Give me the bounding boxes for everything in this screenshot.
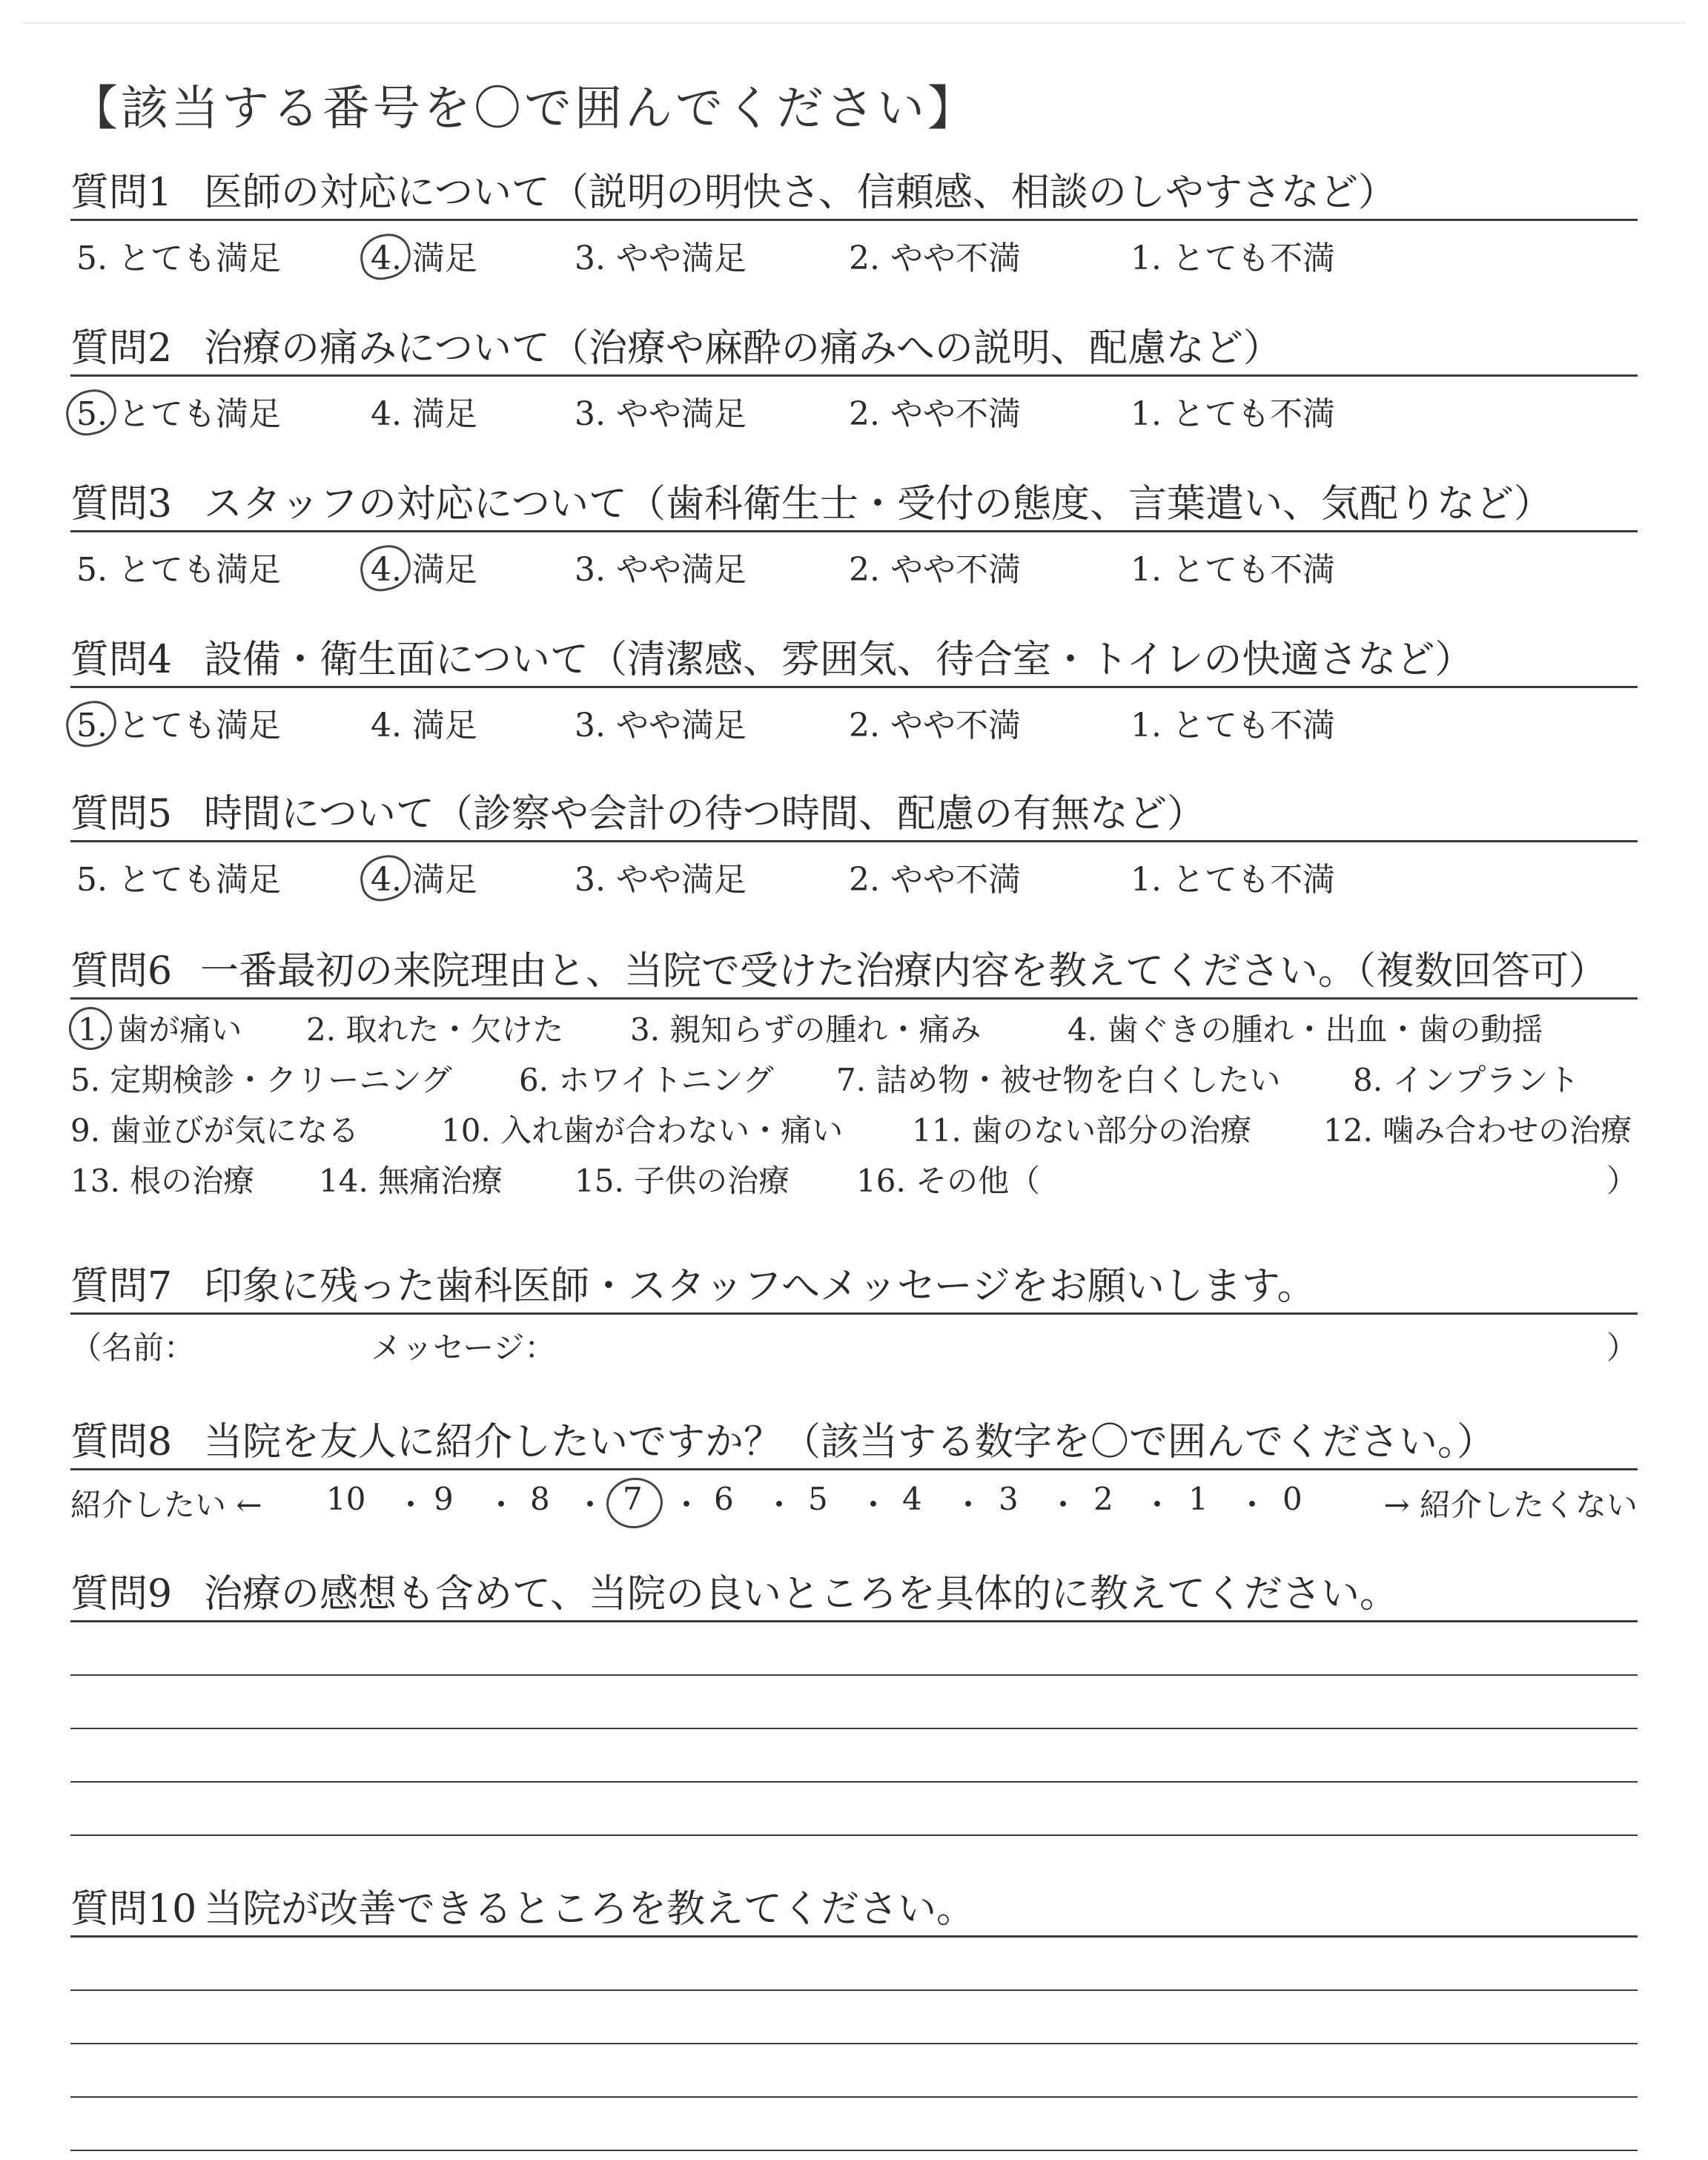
- question-text: 時間について（診察や会計の待つ時間、配慮の有無など）: [204, 792, 1205, 836]
- question-title: [70, 1883, 1638, 1938]
- scale-number[interactable]: 6: [714, 1481, 734, 1517]
- question-4: [70, 634, 1638, 744]
- reason-item[interactable]: 12. 噛み合わせの治療: [1323, 1112, 1632, 1149]
- question-label: 質問1: [70, 171, 173, 215]
- option-1[interactable]: 1. とても不満: [1131, 551, 1335, 589]
- separator: ・: [858, 1487, 890, 1523]
- separator: ・: [486, 1487, 517, 1523]
- question-text: 一番最初の来院理由と、当院で受けた治療内容を教えてください。（複数回答可）: [200, 949, 1608, 994]
- question-label: 質問8: [70, 1420, 173, 1464]
- question-text: 当院を友人に紹介したいですか？（該当する数字を〇で囲んでください。）: [204, 1420, 1496, 1464]
- question-text: 医師の対応について（説明の明快さ、信頼感、相談のしやすさなど）: [204, 171, 1397, 215]
- separator: ・: [395, 1487, 427, 1523]
- option-1[interactable]: 1. とても不満: [1131, 240, 1335, 277]
- option-3[interactable]: 3. やや満足: [575, 707, 747, 744]
- scale-number[interactable]: 4: [902, 1481, 922, 1517]
- scale-number[interactable]: 2: [1093, 1481, 1113, 1517]
- question-2: [70, 323, 1638, 433]
- question-label: 質問9: [70, 1572, 173, 1616]
- question-title: [70, 323, 1638, 377]
- question-text: 治療の痛みについて（治療や麻酔の痛みへの説明、配慮など）: [204, 326, 1282, 371]
- reason-item[interactable]: 3. 親知らずの腫れ・痛み: [630, 1011, 982, 1048]
- reason-item[interactable]: 4. 歯ぐきの腫れ・出血・歯の動揺: [1068, 1011, 1543, 1048]
- recommend-scale: [70, 1470, 1638, 1522]
- scale-number[interactable]: 9: [434, 1481, 454, 1517]
- name-label: （名前：: [70, 1330, 196, 1366]
- option-3[interactable]: 3. やや満足: [575, 240, 747, 277]
- recommend-right-label: → 紹介したくない: [1383, 1487, 1638, 1523]
- reason-row-4: [70, 1151, 1638, 1201]
- answer-line[interactable]: [70, 1991, 1638, 2044]
- reason-item[interactable]: 5. 定期検診・クリーニング: [70, 1062, 452, 1098]
- rating-options: [70, 688, 1638, 744]
- option-2[interactable]: 2. やや不満: [849, 395, 1021, 433]
- reason-item[interactable]: 6. ホワイトニング: [519, 1062, 774, 1098]
- reason-item[interactable]: 11. 歯のない部分の治療: [912, 1112, 1252, 1149]
- reason-item[interactable]: 7. 詰め物・被せ物を白くしたい: [836, 1062, 1281, 1098]
- option-5[interactable]: 5. とても満足: [76, 240, 281, 277]
- question-label: 質問3: [70, 482, 173, 526]
- scale-number[interactable]: 10: [326, 1481, 366, 1517]
- question-label: 質問5: [70, 792, 173, 836]
- question-text: 当院が改善できるところを教えてください。: [204, 1887, 976, 1932]
- question-title: [70, 478, 1638, 532]
- question-title: [70, 167, 1638, 221]
- reason-item[interactable]: 13. 根の治療: [70, 1163, 255, 1199]
- reason-row-2: [70, 1050, 1638, 1100]
- separator: ・: [1047, 1487, 1079, 1523]
- question-title: [70, 1568, 1638, 1622]
- question-label: 質問2: [70, 326, 173, 371]
- option-4[interactable]: 4. 満足: [371, 231, 477, 279]
- option-5[interactable]: 5. とても満足: [76, 861, 281, 899]
- question-3: [70, 478, 1638, 589]
- option-3[interactable]: 3. やや満足: [575, 395, 747, 433]
- question-label: 質問4: [70, 638, 173, 682]
- question-label: 質問6: [70, 949, 173, 994]
- reason-row-1: [70, 1000, 1638, 1050]
- question-label: 質問10: [70, 1887, 197, 1932]
- option-2[interactable]: 2. やや不満: [849, 240, 1021, 277]
- question-8: [70, 1416, 1638, 1522]
- option-4[interactable]: 4. 満足: [371, 543, 477, 590]
- reason-item[interactable]: 15. 子供の治療: [575, 1163, 790, 1199]
- separator: ・: [1237, 1487, 1268, 1523]
- question-title: [70, 945, 1638, 1000]
- rating-options: [70, 842, 1638, 899]
- reason-item[interactable]: 16. その他（: [856, 1163, 1041, 1199]
- option-5[interactable]: 5. とても満足: [76, 387, 281, 435]
- reason-item[interactable]: 8. インプラント: [1353, 1062, 1580, 1098]
- scale-number[interactable]: 8: [530, 1481, 550, 1517]
- question-label: 質問7: [70, 1264, 173, 1309]
- rating-options: [70, 377, 1638, 433]
- reason-item[interactable]: 14. 無痛治療: [319, 1163, 503, 1199]
- answer-line[interactable]: [70, 1938, 1638, 1991]
- question-title: [70, 788, 1638, 842]
- rating-options: [70, 532, 1638, 589]
- scale-number[interactable]: 0: [1282, 1481, 1302, 1517]
- separator: ・: [1142, 1487, 1174, 1523]
- option-5[interactable]: 5. とても満足: [76, 698, 281, 746]
- reason-item[interactable]: 10. 入れ歯が合わない・痛い: [441, 1112, 844, 1149]
- answer-line[interactable]: [70, 1783, 1638, 1836]
- option-5[interactable]: 5. とても満足: [76, 551, 281, 589]
- paren-close: ）: [1606, 1330, 1638, 1366]
- answer-line[interactable]: [70, 2098, 1638, 2151]
- question-6: [70, 945, 1638, 1201]
- question-title: [70, 1416, 1638, 1470]
- question-title: [70, 1261, 1638, 1315]
- separator: ・: [953, 1487, 984, 1523]
- message-label: メッセージ：: [371, 1330, 556, 1366]
- question-title: [70, 634, 1638, 688]
- scale-number[interactable]: 1: [1188, 1481, 1208, 1517]
- question-text: 印象に残った歯科医師・スタッフへメッセージをお願いします。: [204, 1264, 1316, 1309]
- scale-number[interactable]: 5: [808, 1481, 828, 1517]
- answer-line[interactable]: [70, 2044, 1638, 2098]
- option-1[interactable]: 1. とても不満: [1131, 707, 1335, 744]
- instruction-header: 【該当する番号を〇で囲んでください】: [70, 82, 978, 136]
- question-text: 設備・衛生面について（清潔感、雰囲気、待合室・トイレの快適さなど）: [204, 638, 1474, 682]
- separator: ・: [671, 1487, 703, 1523]
- question-1: [70, 167, 1638, 277]
- question-5: [70, 788, 1638, 899]
- answer-line[interactable]: [70, 1676, 1638, 1729]
- option-3[interactable]: 3. やや満足: [575, 551, 747, 589]
- option-3[interactable]: 3. やや満足: [575, 861, 747, 899]
- answer-line[interactable]: [70, 1729, 1638, 1783]
- page-edge: [22, 22, 1686, 24]
- question-10: [70, 1883, 1638, 2151]
- question-text: スタッフの対応について（歯科衛生士・受付の態度、言葉遣い、気配りなど）: [204, 482, 1552, 526]
- option-4[interactable]: 4. 満足: [371, 853, 477, 900]
- reason-item[interactable]: 1. 歯が痛い: [78, 1005, 242, 1050]
- answer-line[interactable]: [70, 1622, 1638, 1676]
- option-1[interactable]: 1. とても不満: [1131, 395, 1335, 433]
- reason-row-3: [70, 1100, 1638, 1151]
- option-1[interactable]: 1. とても不満: [1131, 861, 1335, 899]
- paren-close: ）: [1606, 1163, 1638, 1199]
- recommend-left-label: 紹介したい ←: [70, 1487, 262, 1523]
- question-text: 治療の感想も含めて、当院の良いところを具体的に教えてください。: [204, 1572, 1398, 1616]
- option-2[interactable]: 2. やや不満: [849, 861, 1021, 899]
- scale-number[interactable]: 7: [623, 1481, 643, 1517]
- question-7: [70, 1261, 1638, 1367]
- option-4[interactable]: 4. 満足: [371, 707, 477, 744]
- message-row: [70, 1315, 1638, 1367]
- rating-options: [70, 221, 1638, 277]
- option-4[interactable]: 4. 満足: [371, 395, 477, 433]
- option-2[interactable]: 2. やや不満: [849, 551, 1021, 589]
- option-2[interactable]: 2. やや不満: [849, 707, 1021, 744]
- separator: ・: [575, 1487, 606, 1523]
- question-9: [70, 1568, 1638, 1836]
- reason-item[interactable]: 9. 歯並びが気になる: [70, 1112, 360, 1149]
- scale-number[interactable]: 3: [999, 1481, 1019, 1517]
- reason-item[interactable]: 2. 取れた・欠けた: [306, 1011, 564, 1048]
- separator: ・: [764, 1487, 795, 1523]
